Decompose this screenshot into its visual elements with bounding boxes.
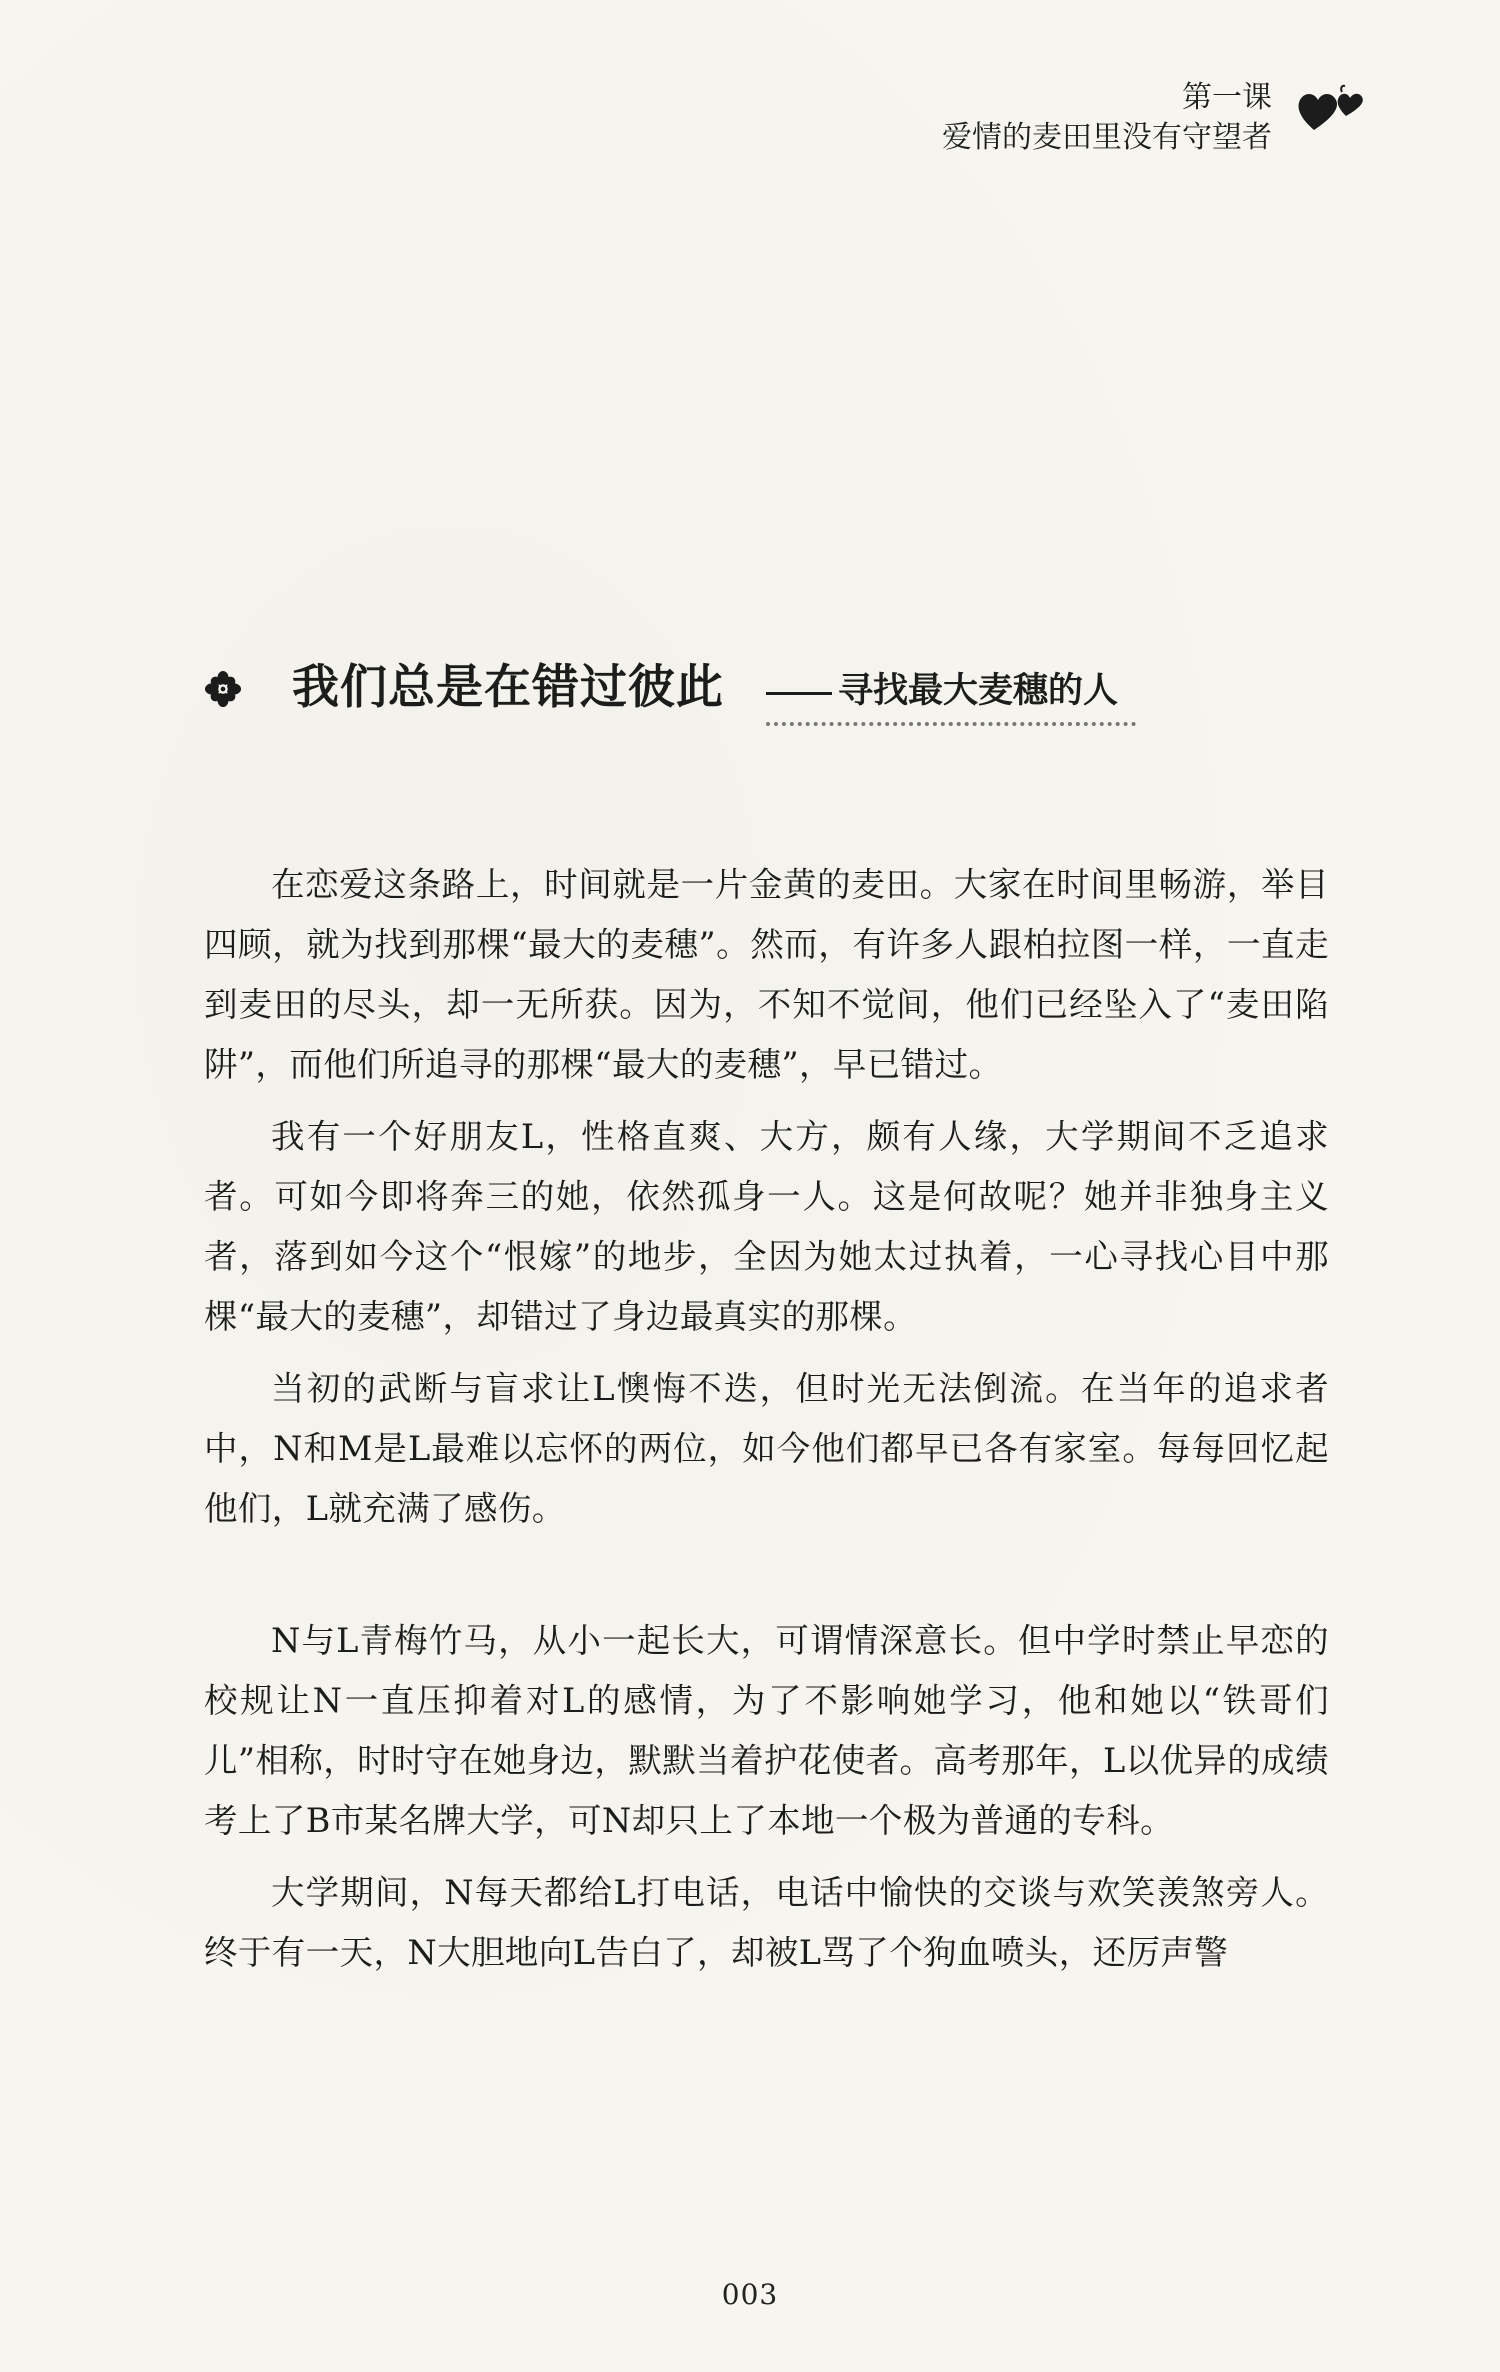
hearts-icon bbox=[1296, 80, 1366, 140]
page-number: 003 bbox=[721, 2278, 779, 2311]
paragraph: 在恋爱这条路上，时间就是一片金黄的麦田。大家在时间里畅游，举目四顾，就为找到那棵“最大的麦穗”。然而，有许多人跟柏拉图一样，一直走到麦田的尽头，却一无所获。因为，不知不觉间，他们已经坠入了“麦田陷阱”，而他们所追寻的那棵“最大的麦穗”，早已错过。 bbox=[204, 865, 1329, 1084]
running-header bbox=[942, 78, 1272, 158]
title-dash bbox=[766, 692, 832, 695]
lesson-label: 第一课 bbox=[1182, 80, 1272, 115]
dotted-underline bbox=[766, 722, 1136, 726]
paragraph: 我有一个好朋友L，性格直爽、大方，颇有人缘，大学期间不乏追求者。可如今即将奔三的她，依然孤身一人。这是何故呢？她并非独身主义者，落到如今这个“恨嫁”的地步，全因为她太过执着，一心寻找心目中那棵“最大的麦穗”，却错过了身边最真实的那棵。 bbox=[204, 1117, 1329, 1336]
paragraph: N与L青梅竹马，从小一起长大，可谓情深意长。但中学时禁止早恋的校规让N一直压抑着对L的感情，为了不影响她学习，他和她以“铁哥们儿”相称，时时守在她身边，默默当着护花使者。高考那年，L以优异的成绩考上了B市某名牌大学，可N却只上了本地一个极为普通的专科。 bbox=[204, 1621, 1329, 1840]
section-subtitle: 寻找最大麦穗的人 bbox=[838, 671, 1119, 711]
paragraph: 大学期间，N每天都给L打电话，电话中愉快的交谈与欢笑羡煞旁人。终于有一天，N大胆地向L告白了，却被L骂了个狗血喷头，还厉声警 bbox=[204, 1873, 1329, 1972]
section-title-main: 我们总是在错过彼此 bbox=[292, 660, 724, 715]
flower-icon bbox=[204, 670, 242, 708]
chapter-title: 爱情的麦田里没有守望者 bbox=[942, 120, 1272, 155]
paragraph: 当初的武断与盲求让L懊悔不迭，但时光无法倒流。在当年的追求者中，N和M是L最难以忘怀的两位，如今他们都早已各有家室。每每回忆起他们，L就充满了感伤。 bbox=[204, 1369, 1329, 1528]
body-text bbox=[204, 855, 1329, 1995]
